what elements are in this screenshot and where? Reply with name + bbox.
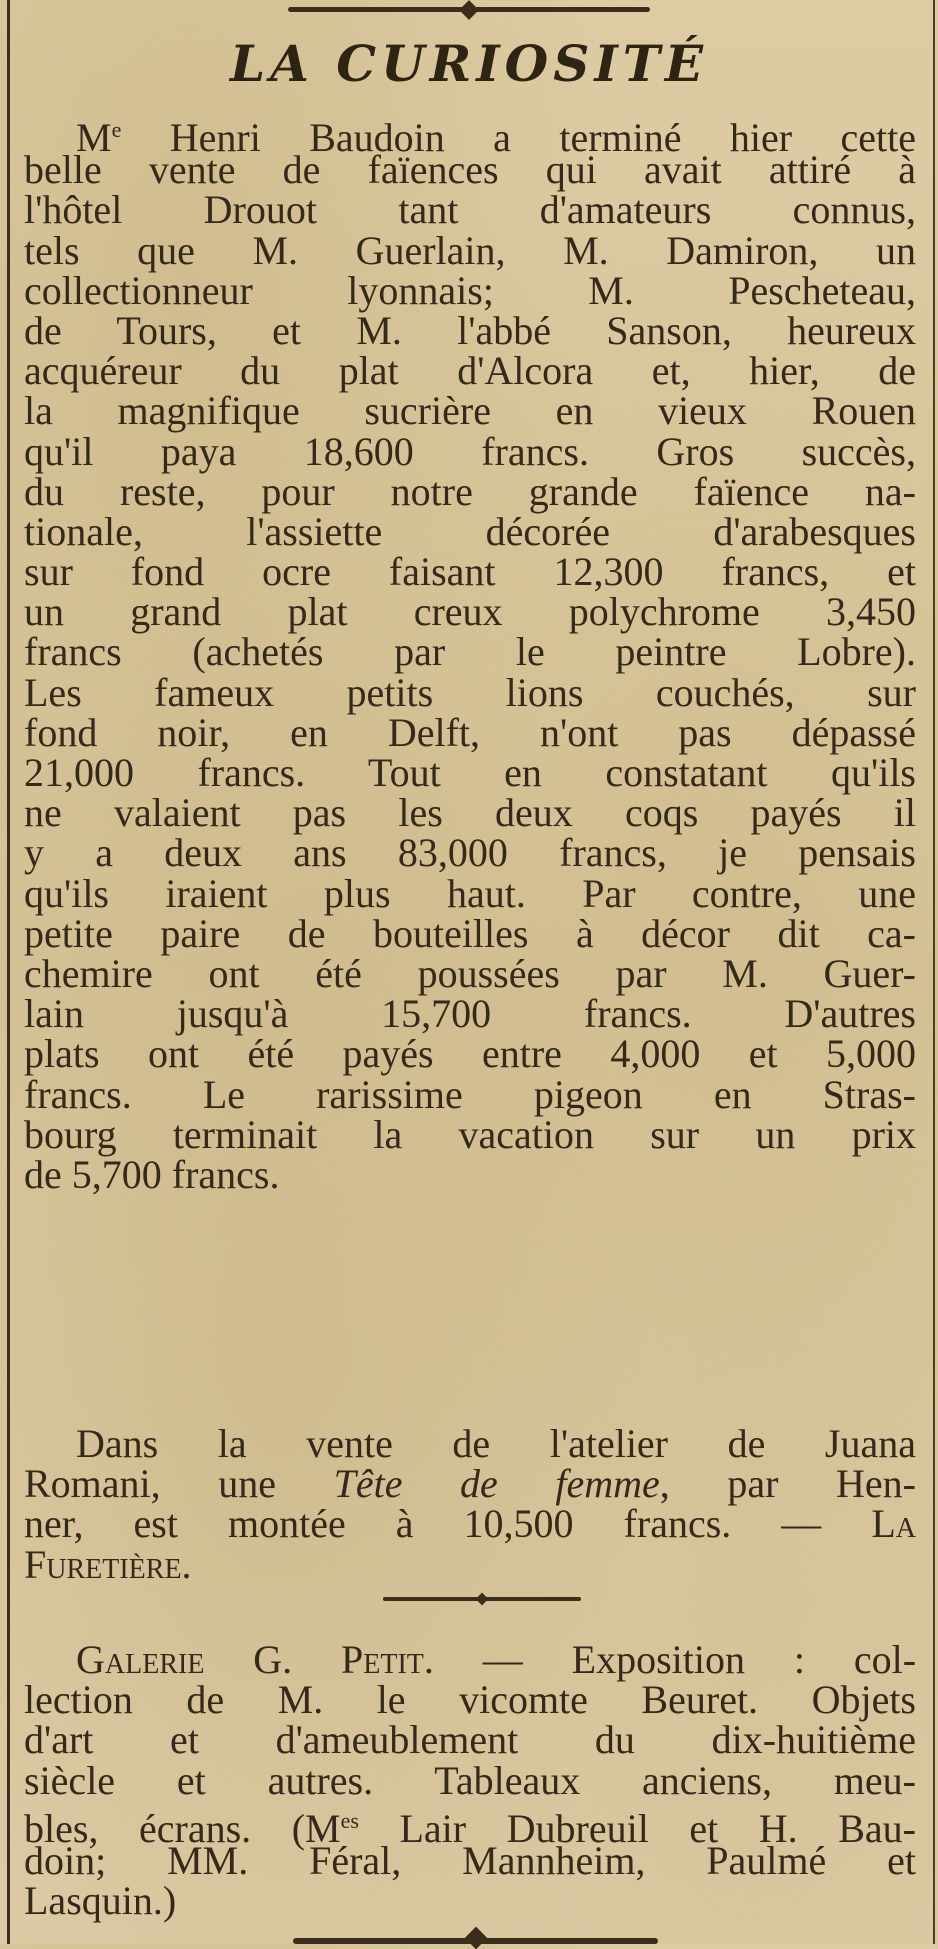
text-line xyxy=(24,1461,916,1507)
text-line: l'hôtel Drouot tant d'amateurs connus, xyxy=(24,187,916,233)
section-title: LA CURIOSITÉ xyxy=(229,34,709,93)
text-line: du reste, pour notre grande faïence na- xyxy=(24,468,916,514)
text-line: siècle et autres. Tableaux anciens, meu- xyxy=(24,1757,916,1803)
ornamental-rule-bottom xyxy=(293,1938,658,1944)
text-line xyxy=(24,1801,916,1851)
text-line: tionale, l'assiette décorée d'arabesques xyxy=(24,508,916,554)
ornamental-rule-top xyxy=(288,7,650,12)
text-line xyxy=(24,1637,917,1682)
text-fragment: , par Hen- xyxy=(659,1461,916,1507)
text-line: la magnifique sucrière en vieux Rouen xyxy=(24,388,916,434)
text-line: francs. Le rarissime pigeon en Stras- xyxy=(24,1071,916,1117)
article-paragraph-2 xyxy=(24,1421,916,1587)
text-line: petite paire de bouteilles à décor dit ca- xyxy=(24,910,916,956)
honorific-superscript: es xyxy=(340,1807,359,1833)
artwork-title: Tête de femme xyxy=(333,1461,660,1507)
honorific-superscript: e xyxy=(111,117,122,142)
honorific: M xyxy=(76,115,112,160)
diamond-ornament-icon xyxy=(464,1927,487,1949)
text-line: bourg terminait la vacation sur un prix xyxy=(24,1111,916,1157)
text-line xyxy=(24,110,916,160)
text-line: acquéreur du plat d'Alcora et, hier, de xyxy=(24,348,916,394)
text-fragment: — Exposition : col- xyxy=(433,1637,917,1682)
text-line: tels que M. Guerlain, M. Damiron, un xyxy=(24,227,916,273)
text-line: chemire ont été poussées par M. Guer- xyxy=(24,950,916,996)
text-line-content: Henri Baudoin a terminé hier cette xyxy=(169,115,916,160)
text-line: de 5,700 francs. xyxy=(24,1151,280,1197)
text-line: ne valaient pas les deux coqs payés il xyxy=(24,790,916,836)
text-fragment: Romani, une xyxy=(24,1461,334,1507)
text-line: Les fameux petits lions couchés, sur xyxy=(24,669,916,715)
diamond-ornament-icon xyxy=(476,1593,489,1606)
text-line: fond noir, en Delft, n'ont pas dépassé xyxy=(24,709,916,755)
article-paragraph-1 xyxy=(24,110,916,1195)
text-line: de Tours, et M. l'abbé Sanson, heureux xyxy=(24,307,916,353)
text-line: doin; MM. Féral, Mannheim, Paulmé et xyxy=(24,1837,916,1883)
text-line xyxy=(24,1501,916,1547)
text-line: Dans la vente de l'atelier de Juana xyxy=(76,1421,916,1466)
diamond-ornament-icon xyxy=(459,0,479,19)
column-border-left xyxy=(7,0,10,1944)
text-line: qu'ils iraient plus haut. Par contre, une xyxy=(24,870,916,916)
text-line: collectionneur lyonnais; M. Pescheteau, xyxy=(24,267,916,313)
text-line: 21,000 francs. Tout en constatant qu'ils xyxy=(24,750,916,795)
text-fragment: ner, est montée à 10,500 francs. — xyxy=(24,1501,872,1547)
column-border-right xyxy=(933,0,935,1944)
venue-name: Galerie G. Petit. xyxy=(76,1637,434,1682)
article-paragraph-3 xyxy=(24,1637,917,1924)
text-fragment: Lair Dubreuil et H. Bau- xyxy=(358,1805,916,1851)
ornamental-rule-middle xyxy=(383,1597,581,1601)
text-line: plats ont été payés entre 4,000 et 5,000 xyxy=(24,1031,916,1077)
text-line: y a deux ans 83,000 francs, je pensais xyxy=(24,830,916,876)
text-line: lain jusqu'à 15,700 francs. D'autres xyxy=(24,991,916,1037)
text-line: qu'il paya 18,600 francs. Gros succès, xyxy=(24,428,916,474)
text-line: francs (achetés par le peintre Lobre). xyxy=(24,629,916,675)
author-signature: Furetière. xyxy=(24,1541,192,1587)
text-line: lection de M. le vicomte Beuret. Objets xyxy=(24,1677,916,1723)
text-line: sur fond ocre faisant 12,300 francs, et xyxy=(24,549,916,595)
author-signature-part: La xyxy=(871,1501,916,1547)
text-line: un grand plat creux polychrome 3,450 xyxy=(24,589,916,635)
text-line: d'art et d'ameublement du dix-huitième xyxy=(24,1717,916,1763)
text-line: belle vente de faïences qui avait attiré à xyxy=(24,147,916,193)
text-fragment: bles, écrans. (M xyxy=(24,1805,341,1851)
text-line: Lasquin.) xyxy=(24,1878,177,1924)
